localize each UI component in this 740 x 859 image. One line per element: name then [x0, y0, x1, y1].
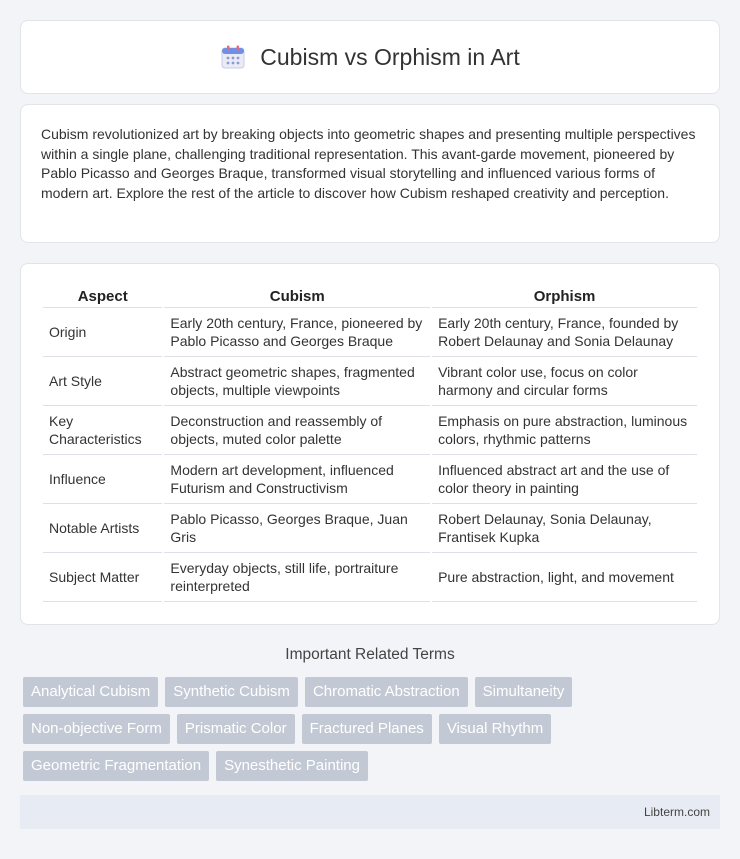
- table-row: [43, 406, 697, 455]
- orphism-cell: Emphasis on pure abstraction, luminous colors, rhythmic patterns: [432, 406, 697, 455]
- cubism-cell: Abstract geometric shapes, fragmented objects, multiple viewpoints: [164, 357, 430, 406]
- header-aspect: Aspect: [43, 284, 162, 308]
- title-wrap: [220, 44, 519, 71]
- intro-card: [20, 104, 720, 243]
- tag-prismatic-color[interactable]: Prismatic Color: [177, 714, 295, 744]
- table-row: [43, 455, 697, 504]
- aspect-cell: Art Style: [43, 357, 162, 406]
- cubism-cell: Pablo Picasso, Georges Braque, Juan Gris: [164, 504, 430, 553]
- header-cubism: Cubism: [164, 284, 430, 308]
- aspect-cell: Notable Artists: [43, 504, 162, 553]
- table-header-row: [43, 284, 697, 308]
- cubism-cell: Everyday objects, still life, portraiture reinterpreted: [164, 553, 430, 602]
- table-row: [43, 357, 697, 406]
- aspect-cell: Origin: [43, 308, 162, 357]
- page-title: Cubism vs Orphism in Art: [260, 43, 520, 70]
- tag-visual-rhythm[interactable]: Visual Rhythm: [439, 714, 551, 744]
- tag-simultaneity[interactable]: Simultaneity: [475, 677, 573, 707]
- aspect-cell: Influence: [43, 455, 162, 504]
- orphism-cell: Early 20th century, France, founded by Robert Delaunay and Sonia Delaunay: [432, 308, 697, 357]
- orphism-cell: Vibrant color use, focus on color harmony and circular forms: [432, 357, 697, 406]
- orphism-cell: Pure abstraction, light, and movement: [432, 553, 697, 602]
- footer: [20, 795, 720, 829]
- tag-analytical-cubism[interactable]: Analytical Cubism: [23, 677, 158, 707]
- header-card: [20, 20, 720, 94]
- tag-chromatic-abstraction[interactable]: Chromatic Abstraction: [305, 677, 468, 707]
- cubism-cell: Deconstruction and reassembly of objects, muted color palette: [164, 406, 430, 455]
- header-orphism: Orphism: [432, 284, 697, 308]
- tag-synthetic-cubism[interactable]: Synthetic Cubism: [165, 677, 298, 707]
- footer-brand[interactable]: Libterm.com: [643, 805, 710, 819]
- orphism-cell: Influenced abstract art and the use of color theory in painting: [432, 455, 697, 504]
- intro-text: Cubism revolutionized art by breaking objects into geometric shapes and presenting multiple perspectives within a single plane, challenging traditional representation. This avant-garde movement, pioneered by Pablo Picasso and Georges Braque, transformed visual storytelling and influenced various forms of modern art. Explore the rest of the article to discover how Cubism reshaped creativity and perception.: [41, 126, 696, 201]
- orphism-cell: Robert Delaunay, Sonia Delaunay, Frantisek Kupka: [432, 504, 697, 553]
- table-row: [43, 504, 697, 553]
- tag-fractured-planes[interactable]: Fractured Planes: [302, 714, 432, 744]
- related-terms-title: Important Related Terms: [285, 646, 455, 663]
- tag-geometric-fragmentation[interactable]: Geometric Fragmentation: [23, 751, 209, 781]
- comparison-table: [41, 284, 699, 602]
- tag-synesthetic-painting[interactable]: Synesthetic Painting: [216, 751, 368, 781]
- cubism-cell: Modern art development, influenced Futurism and Constructivism: [164, 455, 430, 504]
- cubism-cell: Early 20th century, France, pioneered by Pablo Picasso and Georges Braque: [164, 308, 430, 357]
- calendar-icon: [220, 44, 246, 70]
- related-terms-list: [23, 677, 723, 781]
- table-row: [43, 308, 697, 357]
- comparison-card: [20, 263, 720, 625]
- aspect-cell: Key Characteristics: [43, 406, 162, 455]
- tag-non-objective-form[interactable]: Non-objective Form: [23, 714, 170, 744]
- table-row: [43, 553, 697, 602]
- aspect-cell: Subject Matter: [43, 553, 162, 602]
